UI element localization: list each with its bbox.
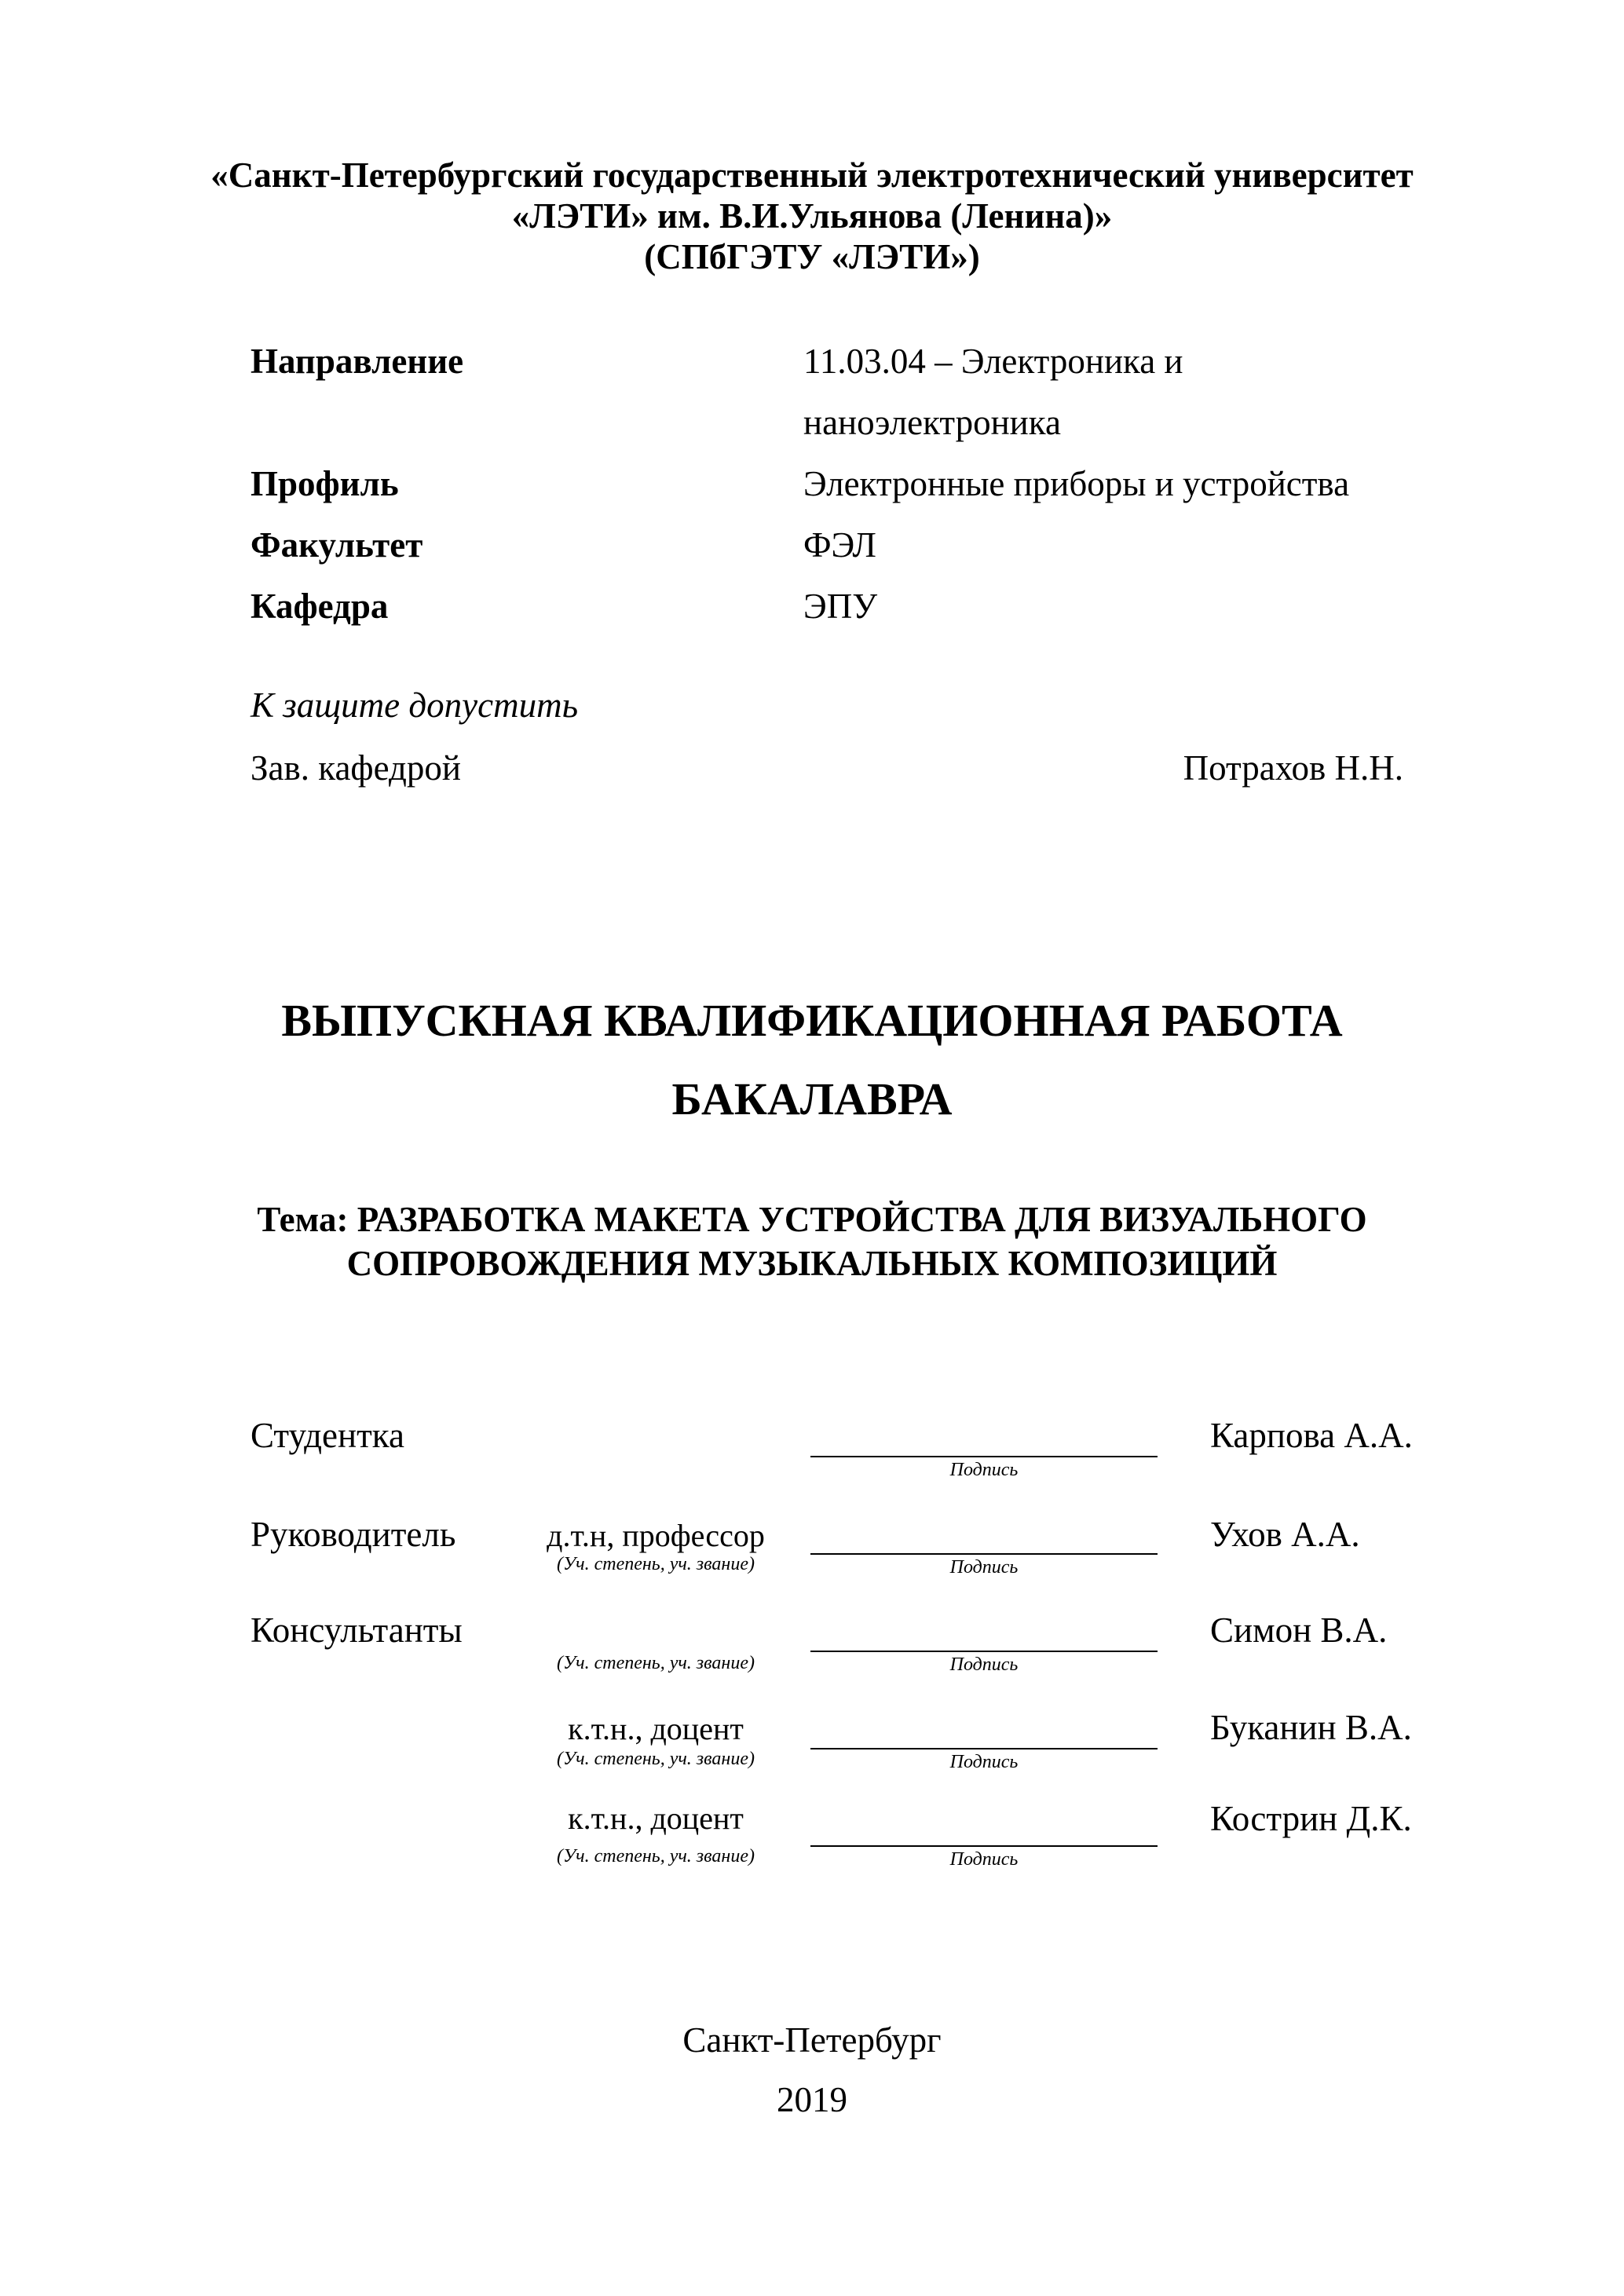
consultant3-signature-line (810, 1845, 1158, 1847)
consultant2-signature-caption: Подпись (949, 1752, 1019, 1772)
student-signature-caption: Подпись (949, 1460, 1019, 1480)
department-head-name: Потрахов Н.Н. (1183, 748, 1403, 788)
student-role: Студентка (251, 1416, 404, 1455)
topic-line2: СОПРОВОЖДЕНИЯ МУЗЫКАЛЬНЫХ КОМПОЗИЦИЙ (346, 1244, 1278, 1283)
consultant2-degree: к.т.н., доцент (568, 1711, 744, 1746)
consultant3-degree: к.т.н., доцент (568, 1801, 744, 1836)
direction-value-line1: 11.03.04 – Электроника и (803, 342, 1183, 381)
supervisor-degree: д.т.н, профессор (547, 1518, 765, 1553)
supervisor-role: Руководитель (251, 1515, 456, 1554)
consultants-role: Консультанты (251, 1610, 463, 1650)
consultant1-signature-line (810, 1651, 1158, 1652)
consultant3-signature-caption: Подпись (949, 1849, 1019, 1870)
consultant3-name: Кострин Д.К. (1210, 1799, 1412, 1838)
student-name: Карпова А.А. (1210, 1416, 1413, 1455)
consultant1-signature-caption: Подпись (949, 1654, 1019, 1675)
year: 2019 (777, 2080, 847, 2119)
city: Санкт-Петербург (682, 2020, 942, 2060)
consultant3-degree-caption: (Уч. степень, уч. звание) (557, 1846, 755, 1866)
supervisor-name: Ухов А.А. (1210, 1515, 1360, 1554)
document-title-line2: БАКАЛАВРА (671, 1073, 953, 1124)
supervisor-signature-line (810, 1553, 1158, 1555)
direction-value-line2: наноэлектроника (803, 403, 1061, 442)
university-name-line1: «Санкт-Петербургский государственный электротехнический университет (210, 155, 1414, 195)
admit-to-defense: К защите допустить (251, 686, 579, 725)
direction-label: Направление (251, 342, 464, 381)
department-head-label: Зав. кафедрой (251, 748, 461, 788)
university-short-name: (СПбГЭТУ «ЛЭТИ») (644, 237, 980, 276)
profile-label: Профиль (251, 464, 399, 503)
consultant2-signature-line (810, 1748, 1158, 1749)
department-value: ЭПУ (803, 587, 878, 626)
supervisor-degree-caption: (Уч. степень, уч. звание) (557, 1554, 755, 1574)
supervisor-signature-caption: Подпись (949, 1557, 1019, 1578)
document-title-line1: ВЫПУСКНАЯ КВАЛИФИКАЦИОННАЯ РАБОТА (281, 995, 1343, 1046)
university-name-line2: «ЛЭТИ» им. В.И.Ульянова (Ленина)» (511, 196, 1113, 236)
consultant2-degree-caption: (Уч. степень, уч. звание) (557, 1749, 755, 1769)
faculty-label: Факультет (251, 525, 423, 565)
department-label: Кафедра (251, 587, 389, 626)
consultant2-name: Буканин В.А. (1210, 1708, 1412, 1747)
topic-line1: Тема: РАЗРАБОТКА МАКЕТА УСТРОЙСТВА ДЛЯ ВИЗУАЛЬНОГО (257, 1200, 1367, 1239)
profile-value: Электронные приборы и устройства (803, 464, 1350, 503)
student-signature-line (810, 1456, 1158, 1457)
consultant1-name: Симон В.А. (1210, 1610, 1388, 1650)
consultant1-degree-caption: (Уч. степень, уч. звание) (557, 1653, 755, 1673)
faculty-value: ФЭЛ (803, 525, 876, 565)
